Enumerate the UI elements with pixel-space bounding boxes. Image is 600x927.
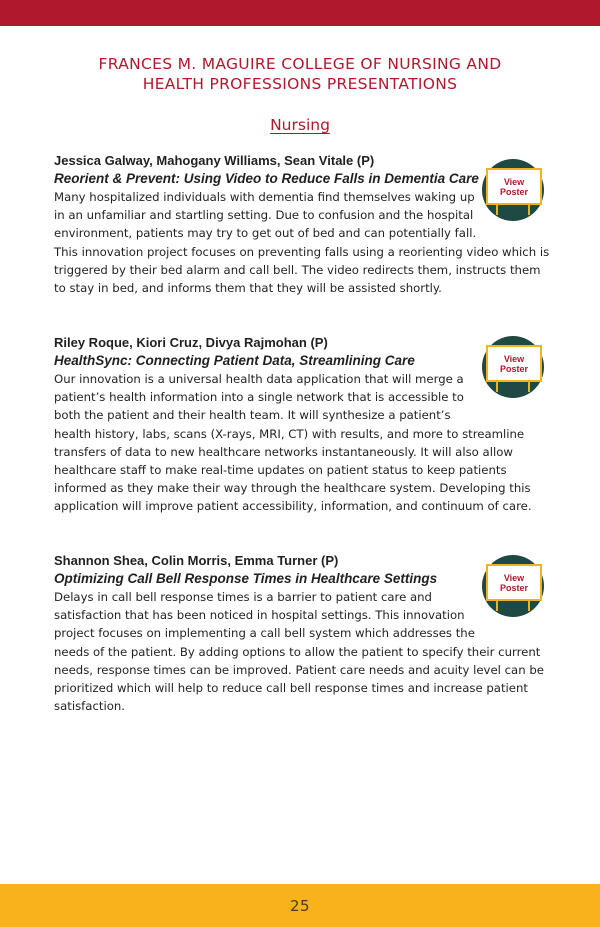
entry-abstract (54, 370, 554, 516)
entry-authors: Riley Roque, Kiori Cruz, Divya Rajmohan (P) (54, 335, 328, 350)
entry-abstract-text: Delays in call bell response times is a barrier to patient care and satisfaction that has been noticed in hospital settings. This innovation project focuses on implementing a call bell system which addresses the needs of the patient. By adding options to allow the patient to specify their current needs, response times can be improved. Patient care needs and acuity level can be prioritized which will help to reduce call bell response times and increase patient satisfaction. (54, 590, 544, 714)
view-poster-label-line1: View (503, 572, 525, 583)
entry-abstract-text: Our innovation is a universal health data application that will merge a patient’s health information into a single network that is accessible to both the patient and their health team. It will synthesize a patient’s health history, labs, scans (X-rays, MRI, CT) with results, and more to streamline transfers of data to new healthcare networks instantaneously. It will also allow healthcare staff to make real-time updates on patient status to keep patients informed as they make their way through the healthcare system. Developing this application will improve patient accessibility, information, and continuum of care. (54, 372, 532, 514)
footer-bar (0, 884, 600, 927)
easel-leg-icon (496, 601, 498, 611)
entry-title: Reorient & Prevent: Using Video to Reduce Falls in Dementia Care (54, 171, 479, 186)
view-poster-label-line1: View (503, 176, 525, 187)
entry-abstract (54, 188, 554, 297)
poster-easel-icon (486, 345, 542, 382)
easel-leg-icon (528, 205, 530, 215)
easel-leg-icon (496, 205, 498, 215)
entry-authors: Shannon Shea, Colin Morris, Emma Turner (P) (54, 553, 339, 568)
easel-leg-icon (528, 382, 530, 392)
presentation-entry (54, 152, 554, 297)
page-title-line2: HEALTH PROFESSIONS PRESENTATIONS (142, 75, 458, 93)
top-color-bar (0, 0, 600, 26)
poster-easel-icon (486, 168, 542, 205)
view-poster-label-line2: Poster (499, 186, 528, 197)
entry-authors: Jessica Galway, Mahogany Williams, Sean Vitale (P) (54, 153, 375, 168)
view-poster-button[interactable] (482, 159, 544, 221)
section-heading-label: Nursing (270, 116, 330, 134)
view-poster-button[interactable] (482, 336, 544, 398)
entry-title: HealthSync: Connecting Patient Data, Streamlining Care (54, 353, 415, 368)
poster-easel-icon (486, 564, 542, 601)
easel-leg-icon (528, 601, 530, 611)
view-poster-button[interactable] (482, 555, 544, 617)
page-number: 25 (289, 896, 311, 915)
presentation-entry (54, 334, 554, 516)
view-poster-label-line2: Poster (499, 363, 528, 374)
entry-title: Optimizing Call Bell Response Times in Healthcare Settings (54, 571, 438, 586)
easel-leg-icon (496, 382, 498, 392)
view-poster-label-line2: Poster (499, 582, 528, 593)
presentation-entry (54, 552, 554, 715)
entry-abstract (54, 588, 554, 715)
page-title (40, 54, 560, 94)
section-heading (0, 115, 600, 134)
entry-abstract-text: Many hospitalized individuals with dementia find themselves waking up in an unfamiliar and startling setting. Due to confusion and the hospital environment, patients may try to get out of bed and can potentially fall. This innovation project focuses on preventing falls using a reorienting video which is triggered by their bed alarm and call bell. The video redirects them, instructs them to stay in bed, and informs them that they will be assisted shortly. (54, 190, 550, 296)
view-poster-label-line1: View (503, 353, 525, 364)
page-title-line1: FRANCES M. MAGUIRE COLLEGE OF NURSING AND (98, 55, 502, 73)
